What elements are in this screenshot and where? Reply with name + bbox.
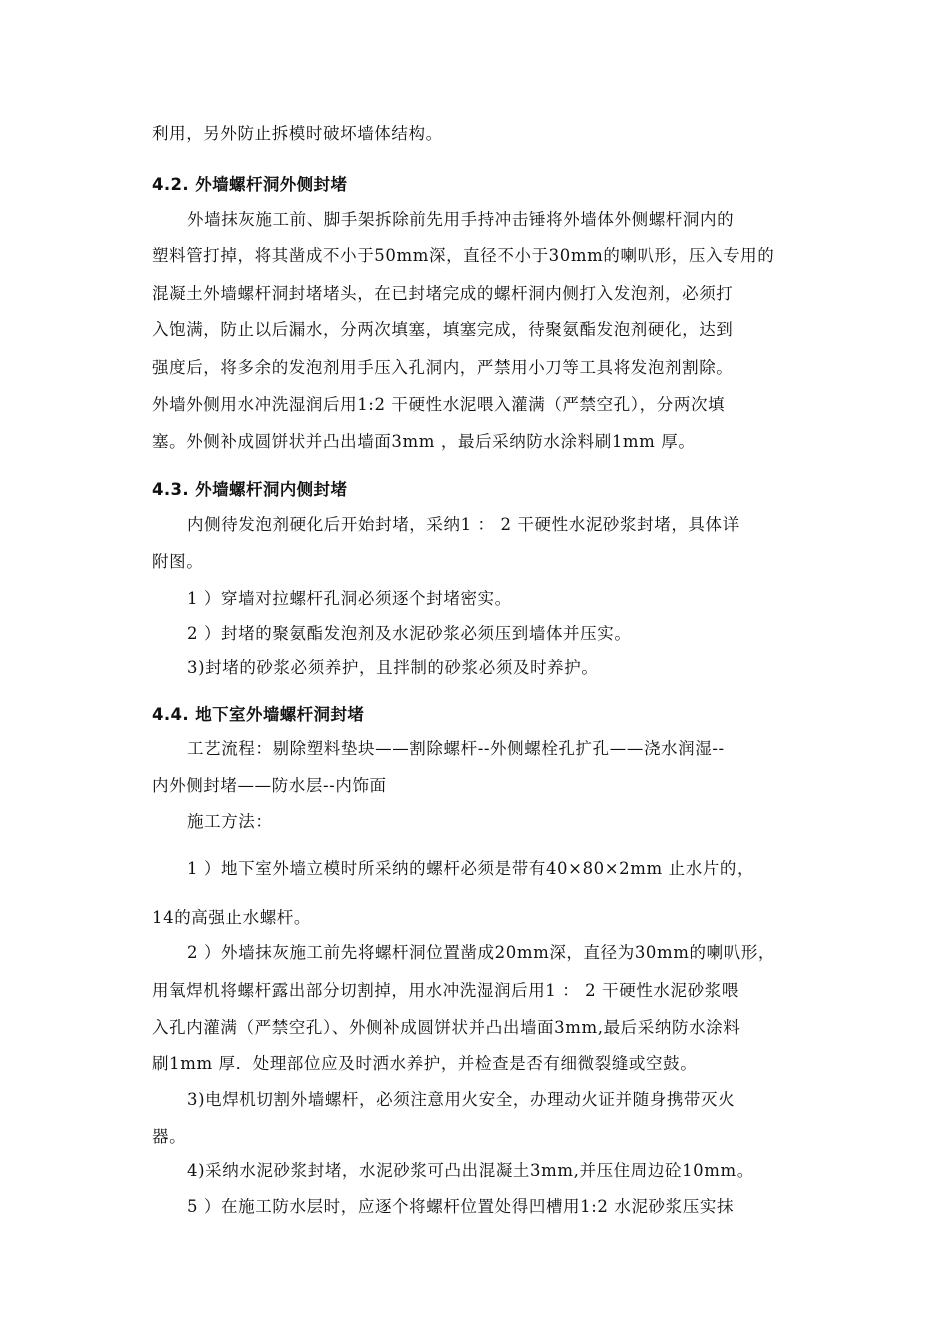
paragraph-line: 附图。: [152, 552, 204, 571]
paragraph-line: 内侧待发泡剂硬化后开始封堵，采纳1 ： 2 干硬性水泥砂浆封堵，具体详: [187, 515, 740, 534]
paragraph-line: 施工方法：: [187, 812, 273, 831]
paragraph-line: 入饱满，防止以后漏水，分两次填塞，填塞完成，待聚氨酯发泡剂硬化，达到: [152, 320, 734, 339]
list-item: 1 ）穿墙对拉螺杆孔洞必须逐个封堵密实。: [187, 589, 512, 608]
section-4-2-heading: 4.2. 外墙螺杆洞外侧封堵: [152, 175, 348, 194]
section-4-3-heading: 4.3. 外墙螺杆洞内侧封堵: [152, 480, 348, 499]
list-item: 3)电焊机切割外墙螺杆，必须注意用火安全，办理动火证并随身携带灭火: [187, 1090, 736, 1109]
intro-line: 利用，另外防止拆模时破坏墙体结构。: [152, 124, 443, 143]
paragraph-line: 器。: [152, 1127, 187, 1146]
paragraph-line: 外墙抹灰施工前、脚手架拆除前先用手持冲击锤将外墙体外侧螺杆洞内的: [187, 210, 735, 229]
paragraph-line: 入孔内灌满（严禁空孔）、外侧补成圆饼状并凸出墙面3mm,最后采纳防水涂料: [152, 1018, 741, 1037]
paragraph-line: 混凝土外墙螺杆洞封堵堵头，在已封堵完成的螺杆洞内侧打入发泡剂，必须打: [152, 284, 734, 303]
paragraph-line: 塞。外侧补成圆饼状并凸出墙面3mm ，最后采纳防水涂料刷1mm 厚。: [152, 432, 696, 451]
paragraph-line: 内外侧封堵——防水层--内饰面: [152, 776, 387, 795]
paragraph-line: 强度后，将多余的发泡剂用手压入孔洞内，严禁用小刀等工具将发泡剂割除。: [152, 358, 734, 377]
list-item: 14的高强止水螺杆。: [152, 908, 311, 927]
paragraph-line: 外墙外侧用水冲洗湿润后用1:2 干硬性水泥喂入灌满（严禁空孔），分两次填: [152, 395, 726, 414]
list-item: 2 ）封堵的聚氨酯发泡剂及水泥砂浆必须压到墙体并压实。: [187, 624, 632, 643]
list-item: 4)采纳水泥砂浆封堵，水泥砂浆可凸出混凝土3mm,并压住周边砼10mm。: [187, 1161, 754, 1180]
paragraph-line: 工艺流程：剔除塑料垫块——割除螺杆--外侧螺栓孔扩孔——浇水润湿--: [187, 739, 725, 758]
paragraph-line: 刷1mm 厚．处理部位应及时洒水养护，并检查是否有细微裂缝或空鼓。: [152, 1054, 698, 1073]
section-4-4-heading: 4.4. 地下室外墙螺杆洞封堵: [152, 705, 365, 724]
list-item: 2 ）外墙抹灰施工前先将螺杆洞位置凿成20mm深，直径为30mm的喇叭形，: [187, 943, 776, 962]
paragraph-line: 用氧焊机将螺杆露出部分切割掉，用水冲洗湿润后用1 ： 2 干硬性水泥砂浆喂: [152, 981, 739, 1000]
paragraph-line: 塑料管打掉，将其凿成不小于50mm深，直径不小于30mm的喇叭形，压入专用的: [152, 246, 775, 265]
list-item: 3)封堵的砂浆必须养护，且拌制的砂浆必须及时养护。: [187, 658, 599, 677]
list-item: 5 ）在施工防水层时，应逐个将螺杆位置处得凹槽用1:2 水泥砂浆压实抹: [187, 1197, 735, 1216]
list-item: 1 ）地下室外墙立模时所采纳的螺杆必须是带有40×80×2mm 止水片的，: [187, 859, 755, 878]
